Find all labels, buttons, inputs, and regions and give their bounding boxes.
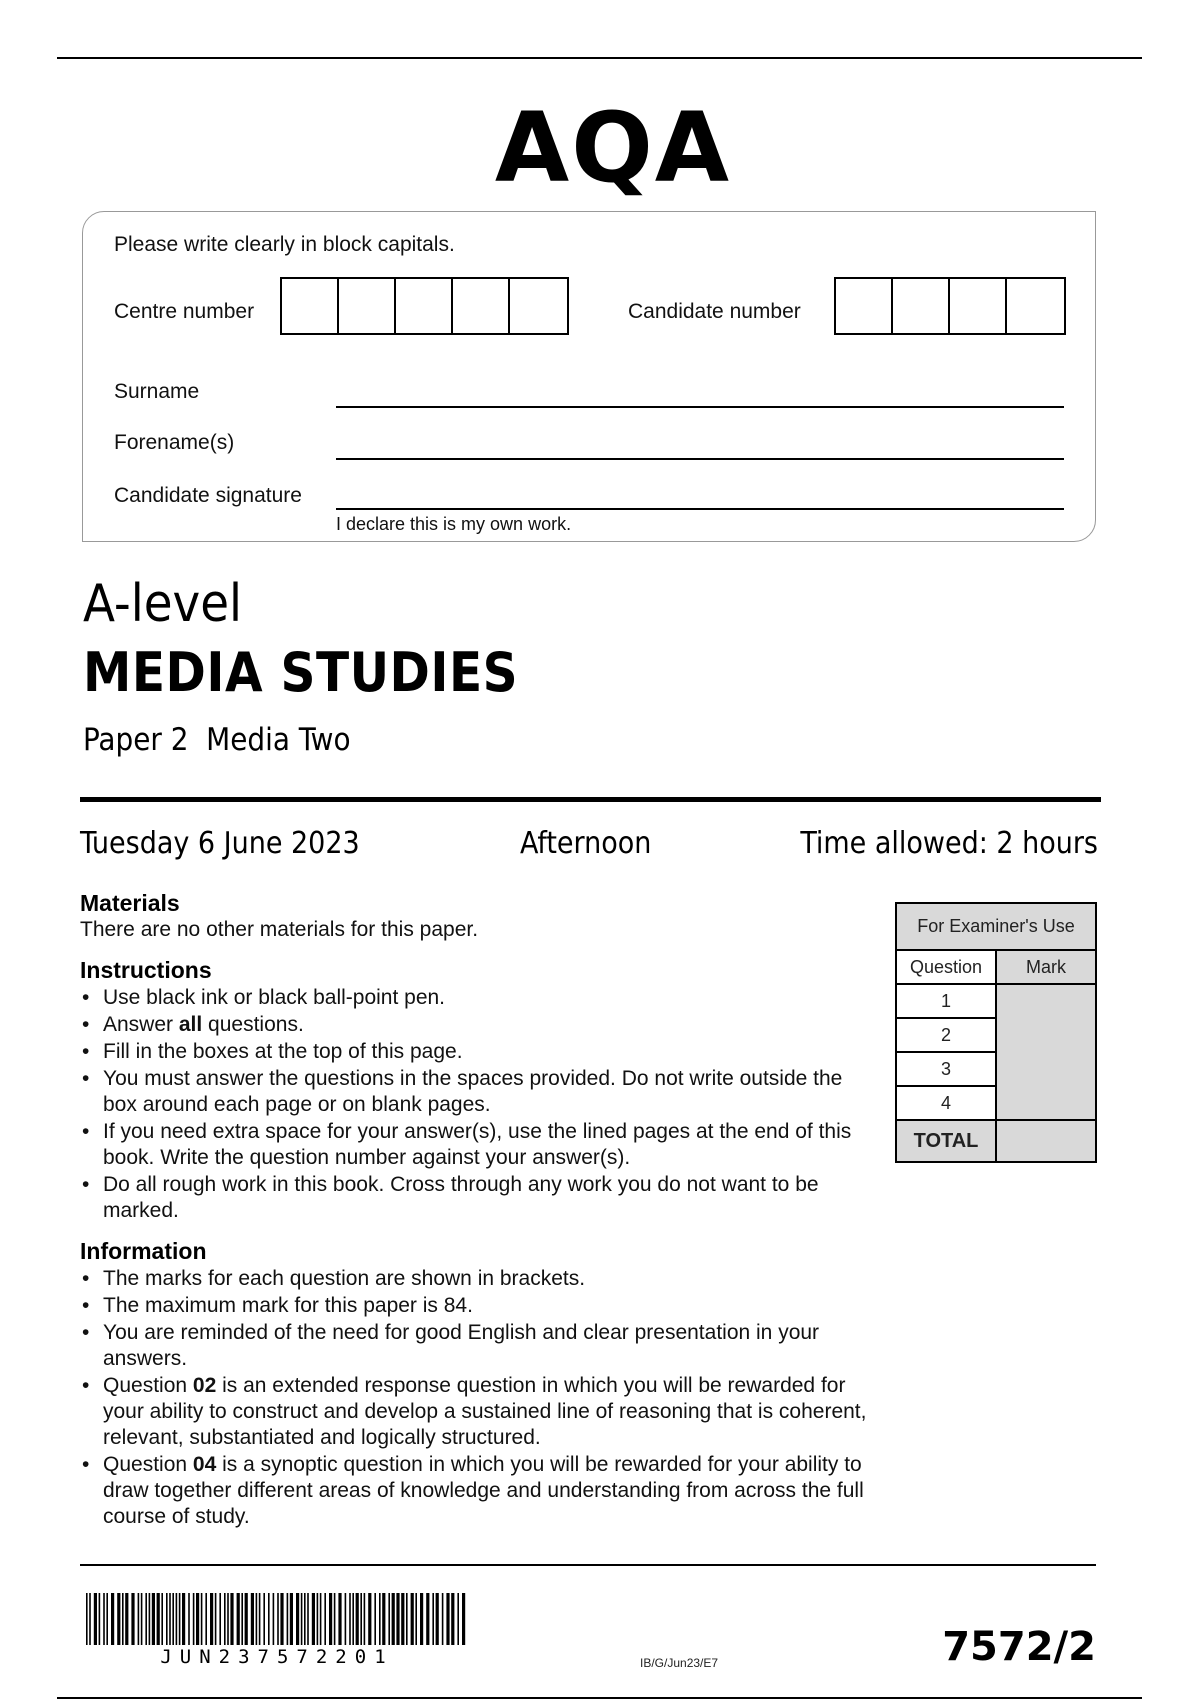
barcode-bar (368, 1593, 371, 1645)
barcode-bar (196, 1593, 199, 1645)
centre-number-field[interactable] (280, 277, 569, 335)
barcode-bar (320, 1593, 322, 1645)
list-item: • Answer all questions. (80, 1012, 880, 1038)
signature-field[interactable] (336, 508, 1064, 510)
candidate-number-field[interactable] (834, 277, 1066, 335)
paper-reference: IB/G/Jun23/E7 (640, 1656, 719, 1670)
barcode-bar (172, 1593, 174, 1645)
barcode-bar (411, 1593, 414, 1645)
barcode-bar (259, 1593, 261, 1645)
list-item: • Fill in the boxes at the top of this page. (80, 1039, 880, 1065)
barcode-bar (131, 1593, 134, 1645)
barcode-bar (263, 1593, 265, 1645)
barcode-bar (117, 1593, 120, 1645)
barcode-bar (280, 1593, 283, 1645)
barcode-bar (176, 1593, 178, 1645)
paper-title: Paper 2 Media Two (83, 722, 351, 758)
barcode-bar (256, 1593, 258, 1645)
materials-text: There are no other materials for this paper. (80, 918, 479, 941)
block-capitals-instruction: Please write clearly in block capitals. (114, 233, 455, 256)
barcode-bar (349, 1593, 351, 1645)
subject-title: MEDIA STUDIES (83, 641, 519, 704)
barcode-bar (324, 1593, 326, 1645)
centre-digit-box[interactable] (453, 279, 510, 333)
barcode-bar (442, 1593, 444, 1645)
barcode-bar (329, 1593, 332, 1645)
barcode-bar (205, 1593, 207, 1645)
candidate-digit-box[interactable] (836, 279, 893, 333)
barcode-bar (103, 1593, 105, 1645)
title-divider (80, 797, 1101, 802)
list-item: • You must answer the questions in the spaces provided. Do not write outside the box around each page or on blank pages. (80, 1066, 880, 1118)
barcode-bar (201, 1593, 203, 1645)
barcode-bar (157, 1593, 160, 1645)
barcode-bar (364, 1593, 366, 1645)
qualification-level: A-level (83, 574, 242, 634)
barcode-bar (99, 1593, 101, 1645)
total-mark-cell (996, 1120, 1096, 1162)
surname-label: Surname (114, 380, 200, 403)
barcode-bar (182, 1593, 185, 1645)
forenames-field[interactable] (336, 458, 1064, 460)
forenames-label: Forename(s) (114, 431, 235, 454)
barcode-bar (374, 1593, 376, 1645)
barcode-bar (245, 1593, 248, 1645)
bottom-rule (57, 1697, 1142, 1699)
question-number: 2 (896, 1018, 996, 1052)
barcode-bar (179, 1593, 181, 1645)
barcode-number: JUN237572201 (160, 1646, 394, 1668)
list-item: • Question 04 is a synoptic question in which you will be rewarded for your ability to draw together different areas of knowledge and understanding from across the full course of study. (80, 1452, 890, 1530)
barcode-bar (388, 1593, 390, 1645)
barcode-bar (169, 1593, 171, 1645)
barcode-bar (415, 1593, 417, 1645)
barcode-bar (138, 1593, 140, 1645)
centre-digit-box[interactable] (396, 279, 453, 333)
barcode-bar (290, 1593, 293, 1645)
question-number: 1 (896, 984, 996, 1018)
barcode-bar (360, 1593, 362, 1645)
barcode-bar (317, 1593, 319, 1645)
barcode-bar (401, 1593, 404, 1645)
time-allowed: Time allowed: 2 hours (800, 826, 1098, 861)
barcode-bar (193, 1593, 195, 1645)
barcode-bar (406, 1593, 408, 1645)
barcode-bar (166, 1593, 168, 1645)
barcode-bar (215, 1593, 217, 1645)
mark-cells (996, 984, 1096, 1120)
barcode-bar (273, 1593, 275, 1645)
list-item: • Do all rough work in this book. Cross through any work you do not want to be marked. (80, 1172, 880, 1224)
barcode-bar (345, 1593, 347, 1645)
barcode-bar (352, 1593, 354, 1645)
total-label: TOTAL (896, 1120, 996, 1162)
question-column-header: Question (896, 950, 996, 984)
barcode-bar (420, 1593, 423, 1645)
barcode-bar (111, 1593, 114, 1645)
barcode-bar (161, 1593, 163, 1645)
declaration-text: I declare this is my own work. (336, 514, 572, 534)
barcode-bar (392, 1593, 395, 1645)
barcode-bar (338, 1593, 341, 1645)
barcode-bar (230, 1593, 233, 1645)
exam-date: Tuesday 6 June 2023 (80, 826, 360, 861)
barcode-bar (451, 1593, 454, 1645)
list-item: • The marks for each question are shown in brackets. (80, 1266, 890, 1292)
barcode-bar (145, 1593, 147, 1645)
aqa-logo: AQA (494, 92, 732, 204)
barcode-bar (287, 1593, 289, 1645)
barcode-bar (432, 1593, 434, 1645)
barcode-bar (188, 1593, 190, 1645)
barcode-bar (307, 1593, 309, 1645)
barcode-bar (426, 1593, 429, 1645)
barcode-bar (436, 1593, 439, 1645)
paper-code: 7572/2 (942, 1624, 1096, 1670)
barcode-bar (149, 1593, 151, 1645)
barcode-bar (462, 1593, 465, 1645)
exam-session: Afternoon (520, 826, 652, 861)
question-number: 4 (896, 1086, 996, 1120)
barcode-bar (296, 1593, 299, 1645)
candidate-digit-box[interactable] (1007, 279, 1064, 333)
barcode-bar (446, 1593, 449, 1645)
barcode-bar (334, 1593, 336, 1645)
barcode-bar (89, 1593, 91, 1645)
barcode-bar (227, 1593, 229, 1645)
barcode-bar (382, 1593, 385, 1645)
instructions-list (80, 985, 880, 1225)
centre-digit-box[interactable] (510, 279, 567, 333)
barcode-bar (301, 1593, 303, 1645)
centre-digit-box[interactable] (282, 279, 339, 333)
candidate-digit-box[interactable] (950, 279, 1007, 333)
question-number: 3 (896, 1052, 996, 1086)
list-item: • Question 02 is an extended response question in which you will be rewarded for your ability to construct and develop a sustained line of reasoning that is coherent, relevant, substantiated and logically structured. (80, 1373, 890, 1451)
barcode-bar (224, 1593, 226, 1645)
barcode-bar (251, 1593, 254, 1645)
candidate-digit-box[interactable] (893, 279, 950, 333)
materials-heading: Materials (80, 890, 180, 916)
barcode-bar (125, 1593, 128, 1645)
instructions-heading: Instructions (80, 957, 212, 983)
barcode-bar (122, 1593, 124, 1645)
examiner-table-title: For Examiner's Use (896, 903, 1096, 950)
barcode-bar (210, 1593, 213, 1645)
footer-divider (80, 1564, 1096, 1566)
barcode-bar (219, 1593, 221, 1645)
barcode-bar (304, 1593, 306, 1645)
candidate-number-label: Candidate number (628, 300, 801, 323)
barcode-bar (277, 1593, 279, 1645)
barcode-graphic (86, 1593, 468, 1645)
barcode-bar (106, 1593, 108, 1645)
barcode-bar (379, 1593, 381, 1645)
list-item: • You are reminded of the need for good English and clear presentation in your answers. (80, 1320, 890, 1372)
signature-label: Candidate signature (114, 484, 302, 507)
centre-number-label: Centre number (114, 300, 255, 323)
information-heading: Information (80, 1238, 207, 1264)
top-rule (57, 57, 1142, 59)
barcode-bar (268, 1593, 270, 1645)
barcode-bar (312, 1593, 315, 1645)
information-list (80, 1266, 890, 1531)
list-item: • If you need extra space for your answer(s), use the lined pages at the end of this book. Write the question number against your answer(s). (80, 1119, 880, 1171)
barcode-bar (457, 1593, 459, 1645)
examiner-use-table (895, 902, 1097, 1163)
mark-column-header: Mark (996, 950, 1096, 984)
centre-digit-box[interactable] (339, 279, 396, 333)
barcode-bar (86, 1593, 88, 1645)
barcode-bar (396, 1593, 399, 1645)
barcode-bar (237, 1593, 240, 1645)
surname-field[interactable] (336, 406, 1064, 408)
barcode-bar (241, 1593, 243, 1645)
barcode-bar (141, 1593, 143, 1645)
list-item: • Use black ink or black ball-point pen. (80, 985, 880, 1011)
list-item: • The maximum mark for this paper is 84. (80, 1293, 890, 1319)
barcode-bar (152, 1593, 155, 1645)
barcode-bar (356, 1593, 359, 1645)
barcode-bar (94, 1593, 97, 1645)
